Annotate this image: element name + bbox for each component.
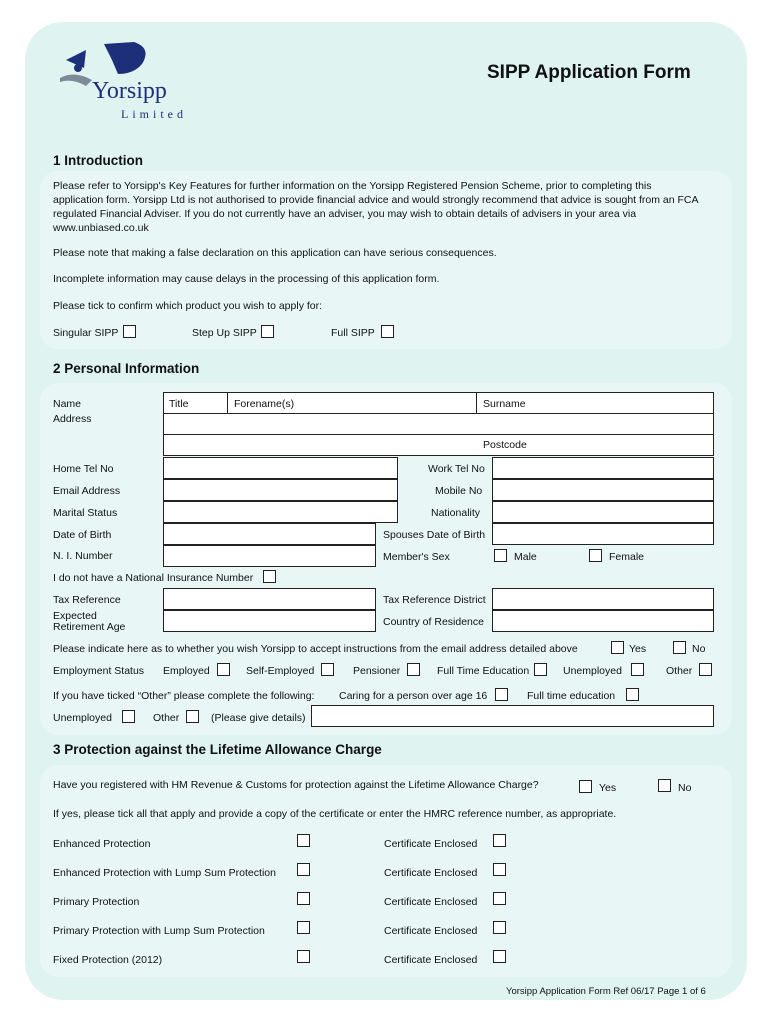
certificate-enclosed-checkbox[interactable] [493, 863, 506, 876]
employment-status-label: Employment Status [53, 665, 145, 677]
full-sipp-checkbox[interactable] [381, 325, 394, 338]
address-label: Address [53, 413, 92, 425]
name-label: Name [53, 398, 82, 410]
nationality-input[interactable] [492, 501, 714, 523]
tax-district-label: Tax Reference District [383, 594, 486, 606]
unemployed-checkbox[interactable] [631, 663, 644, 676]
male-label: Male [514, 551, 537, 563]
unemployed-label: Unemployed [563, 665, 622, 677]
protection-yes-checkbox[interactable] [579, 780, 592, 793]
employed-label: Employed [163, 665, 210, 677]
protection-type-label: Fixed Protection (2012) [53, 954, 163, 966]
protection-type-checkbox[interactable] [297, 834, 310, 847]
step-up-sipp-checkbox[interactable] [261, 325, 274, 338]
postcode-label: Postcode [483, 439, 527, 451]
protection-type-checkbox[interactable] [297, 950, 310, 963]
name-divider-1 [227, 392, 228, 414]
protection-type-checkbox[interactable] [297, 863, 310, 876]
retirement-age-label: Expected Retirement Age [53, 610, 126, 633]
protection-type-label: Enhanced Protection with Lump Sum Protection [53, 867, 276, 879]
marital-label: Marital Status [53, 507, 118, 519]
nationality-label: Nationality [431, 507, 481, 519]
address-line-1-input[interactable] [163, 413, 714, 435]
singular-sipp-label: Singular SIPP [53, 327, 119, 339]
protection-instructions: If yes, please tick all that apply and provide a copy of the certificate or enter the HMRC reference number, as appropriate. [53, 808, 617, 820]
caring-checkbox[interactable] [495, 688, 508, 701]
singular-sipp-checkbox[interactable] [123, 325, 136, 338]
male-checkbox[interactable] [494, 549, 507, 562]
retirement-age-input[interactable] [163, 610, 376, 632]
dob-input[interactable] [163, 523, 376, 545]
self-employed-label: Self-Employed [246, 665, 315, 677]
title-label: Title [169, 398, 189, 410]
forenames-label: Forename(s) [234, 398, 295, 410]
certificate-enclosed-checkbox[interactable] [493, 950, 506, 963]
self-employed-checkbox[interactable] [321, 663, 334, 676]
work-tel-label: Work Tel No [428, 463, 485, 475]
protection-no-checkbox[interactable] [658, 779, 671, 792]
surname-input[interactable] [478, 393, 713, 413]
other-checkbox[interactable] [699, 663, 712, 676]
dob-label: Date of Birth [53, 529, 112, 541]
protection-type-label: Primary Protection [53, 896, 140, 908]
certificate-enclosed-label: Certificate Enclosed [384, 867, 478, 879]
ni-label: N. I. Number [53, 550, 113, 562]
country-label: Country of Residence [383, 616, 484, 628]
section-3-heading: 3 Protection against the Lifetime Allowance Charge [53, 742, 382, 757]
certificate-enclosed-label: Certificate Enclosed [384, 896, 478, 908]
certificate-enclosed-checkbox[interactable] [493, 921, 506, 934]
protection-type-label: Enhanced Protection [53, 838, 151, 850]
pensioner-label: Pensioner [353, 665, 401, 677]
home-tel-label: Home Tel No [53, 463, 114, 475]
work-tel-input[interactable] [492, 457, 714, 479]
step-up-sipp-label: Step Up SIPP [192, 327, 257, 339]
other-note-label: If you have ticked “Other” please complete the following: [53, 690, 315, 702]
pensioner-checkbox[interactable] [407, 663, 420, 676]
other-label: Other [666, 665, 693, 677]
ni-input[interactable] [163, 545, 376, 567]
tax-ref-input[interactable] [163, 588, 376, 610]
forenames-input[interactable] [229, 393, 475, 413]
mobile-input[interactable] [492, 479, 714, 501]
email-instructions-no-checkbox[interactable] [673, 641, 686, 654]
no-ni-label: I do not have a National Insurance Number [53, 572, 254, 584]
certificate-enclosed-label: Certificate Enclosed [384, 925, 478, 937]
spouse-dob-input[interactable] [492, 523, 714, 545]
section-1-heading: 1 Introduction [53, 153, 143, 168]
title-input[interactable] [164, 393, 226, 413]
address-line-2-input[interactable] [163, 434, 714, 456]
email-instructions-no-label: No [692, 643, 706, 655]
protection-yes-label: Yes [599, 782, 617, 794]
email-input[interactable] [163, 479, 398, 501]
no-ni-checkbox[interactable] [263, 570, 276, 583]
section-2-heading: 2 Personal Information [53, 361, 200, 376]
certificate-enclosed-checkbox[interactable] [493, 892, 506, 905]
incomplete-note: Incomplete information may cause delays in the processing of this application form. [53, 273, 440, 285]
other-2-label: Other [153, 712, 180, 724]
protection-type-checkbox[interactable] [297, 921, 310, 934]
protection-type-checkbox[interactable] [297, 892, 310, 905]
email-instructions-label: Please indicate here as to whether you wish Yorsipp to accept instructions from the email address detailed above [53, 643, 578, 655]
email-instructions-yes-checkbox[interactable] [611, 641, 624, 654]
female-label: Female [609, 551, 645, 563]
marital-input[interactable] [163, 501, 398, 523]
logo-subtitle: Limited [121, 107, 187, 121]
full-sipp-label: Full SIPP [331, 327, 375, 339]
sex-label: Member's Sex [383, 551, 450, 563]
page-footer: Yorsipp Application Form Ref 06/17 Page 1 of 6 [506, 986, 706, 997]
tax-ref-label: Tax Reference [53, 594, 121, 606]
email-label: Email Address [53, 485, 121, 497]
country-input[interactable] [492, 610, 714, 632]
name-divider-2 [476, 392, 477, 414]
form-title: SIPP Application Form [487, 62, 691, 83]
mobile-label: Mobile No [435, 485, 483, 497]
full-time-education-label: Full Time Education [437, 665, 530, 677]
protection-type-label: Primary Protection with Lump Sum Protection [53, 925, 265, 937]
protection-no-label: No [678, 782, 692, 794]
ft-education-checkbox[interactable] [626, 688, 639, 701]
certificate-enclosed-label: Certificate Enclosed [384, 838, 478, 850]
caring-label: Caring for a person over age 16 [339, 690, 488, 702]
ft-education-label: Full time education [527, 690, 616, 702]
intro-paragraph: Please refer to Yorsipp's Key Features for further information on the Yorsipp Registered Pension Scheme, prior to completing this application form. Yorsipp Ltd is not authorised to provide financial advice and would strongly recommend that advice is sought from an FCA regulated Financial Adviser. If you do not currently have an adviser, you may wish to obtain details of advisers in your area via www.unbiased.co.uk [53, 180, 698, 234]
female-checkbox[interactable] [589, 549, 602, 562]
tax-district-input[interactable] [492, 588, 714, 610]
product-prompt: Please tick to confirm which product you wish to apply for: [53, 300, 323, 312]
other-2-checkbox[interactable] [186, 710, 199, 723]
false-declaration-note: Please note that making a false declaration on this application can have serious consequences. [53, 247, 497, 259]
spouse-dob-label: Spouses Date of Birth [383, 529, 486, 541]
other-details-input[interactable] [311, 705, 714, 727]
full-time-education-checkbox[interactable] [534, 663, 547, 676]
home-tel-input[interactable] [163, 457, 398, 479]
logo-wordmark: Yorsipp [92, 78, 167, 104]
give-details-label: (Please give details) [211, 712, 306, 724]
certificate-enclosed-checkbox[interactable] [493, 834, 506, 847]
email-instructions-yes-label: Yes [629, 643, 647, 655]
employed-checkbox[interactable] [217, 663, 230, 676]
protection-question: Have you registered with HM Revenue & Customs for protection against the Lifetime Allowance Charge? [53, 779, 539, 791]
unemployed-2-checkbox[interactable] [122, 710, 135, 723]
unemployed-2-label: Unemployed [53, 712, 112, 724]
surname-label: Surname [483, 398, 526, 410]
certificate-enclosed-label: Certificate Enclosed [384, 954, 478, 966]
